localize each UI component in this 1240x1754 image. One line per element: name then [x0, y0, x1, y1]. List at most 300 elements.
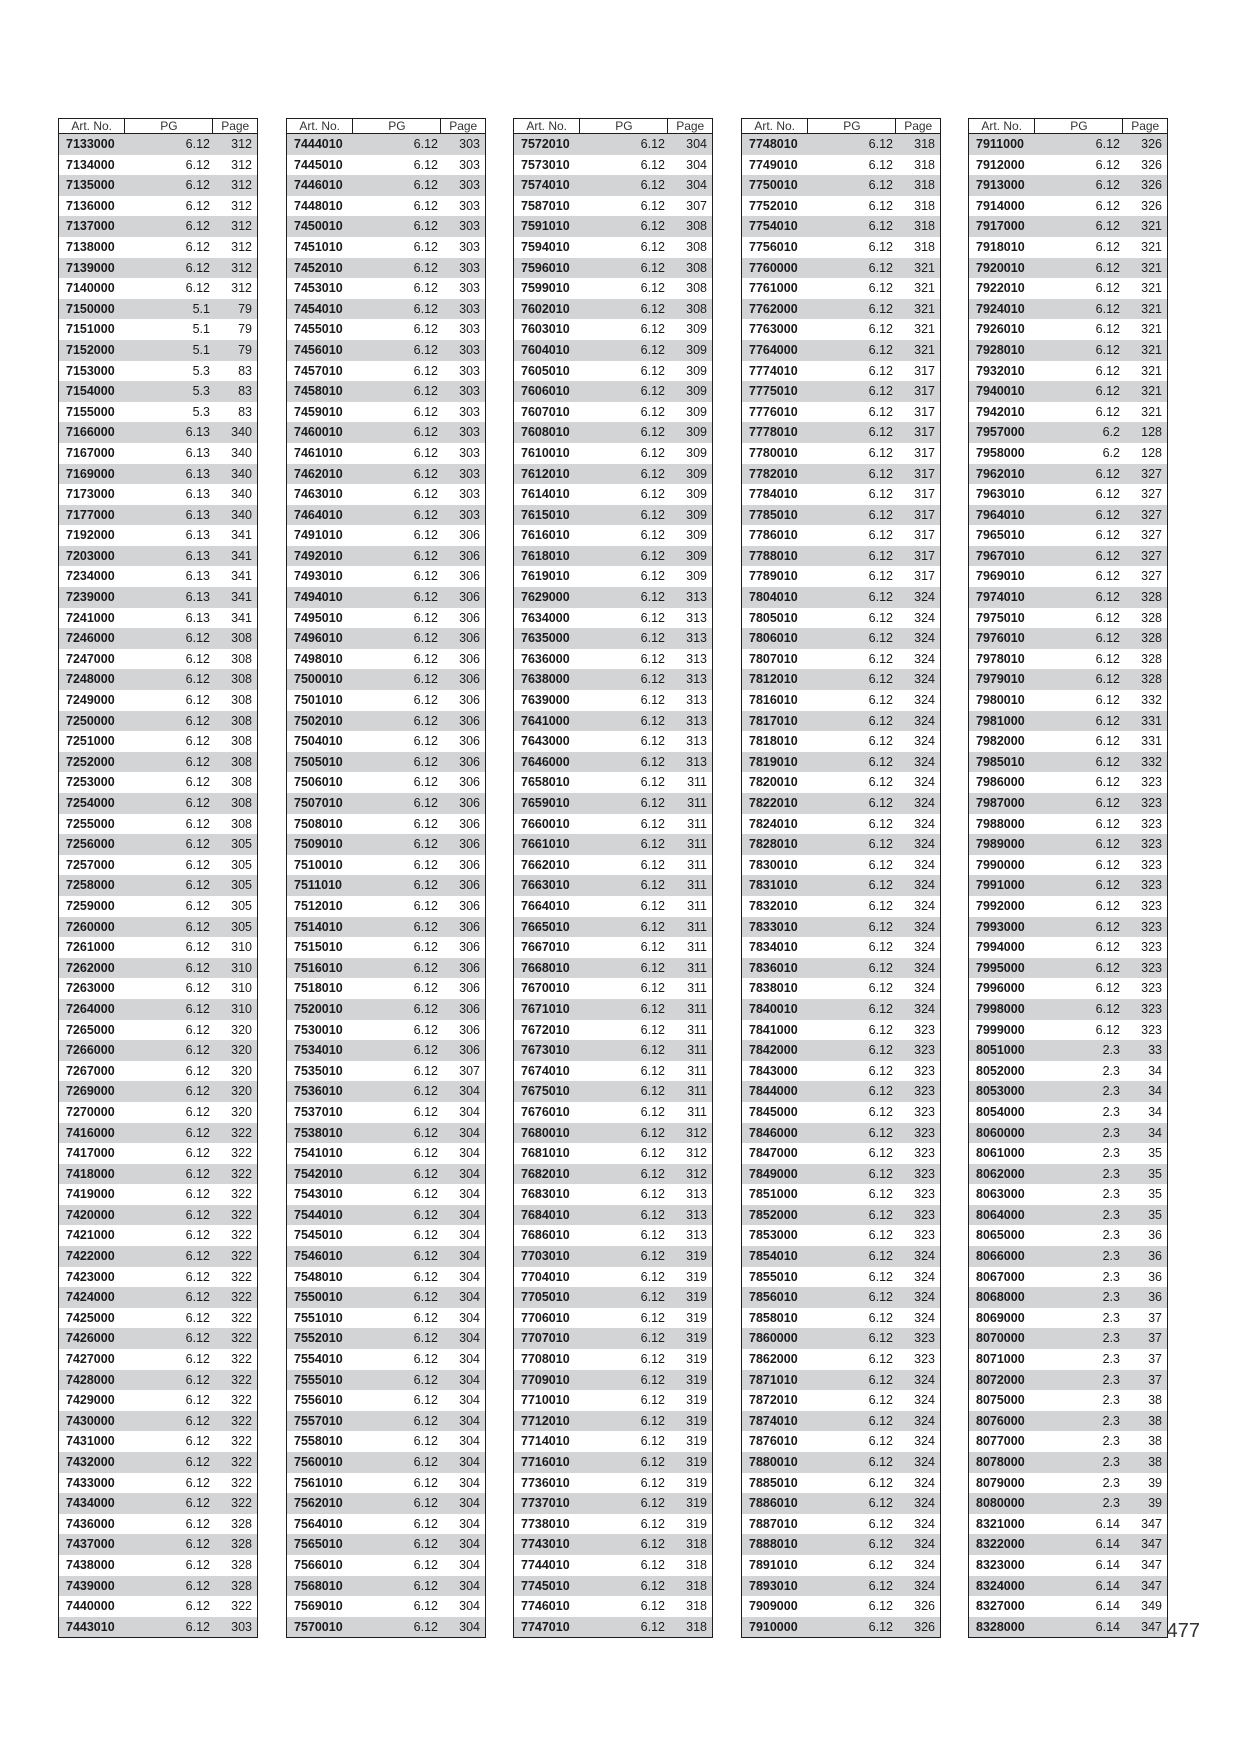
page-cell: 36 — [1148, 1228, 1162, 1243]
page-cell: 322 — [231, 1434, 252, 1449]
page-cell: 324 — [914, 590, 935, 605]
table-row — [287, 1267, 485, 1288]
art-no-cell: 7748010 — [749, 137, 798, 151]
page-cell: 322 — [231, 1187, 252, 1202]
header-art-no: Art. No. — [59, 119, 125, 133]
table-row — [59, 525, 257, 546]
art-no-cell: 7434000 — [66, 1496, 115, 1511]
table-row — [514, 814, 712, 835]
page-cell: 319 — [686, 1434, 707, 1449]
pg-cell: 6.12 — [868, 1557, 893, 1572]
table-row — [742, 216, 940, 237]
pg-cell: 6.12 — [640, 1084, 665, 1099]
table-row — [59, 896, 257, 917]
art-no-cell: 7515010 — [294, 940, 343, 955]
page-cell: 306 — [459, 610, 480, 625]
table-row — [287, 1102, 485, 1123]
table-row — [969, 216, 1167, 237]
table-row — [742, 649, 940, 670]
page-cell: 303 — [459, 281, 480, 296]
page-cell: 328 — [231, 1516, 252, 1531]
table-row — [969, 937, 1167, 958]
pg-cell: 6.12 — [185, 1537, 210, 1552]
page-cell: 319 — [686, 1455, 707, 1469]
table-row — [59, 216, 257, 237]
table-row — [59, 772, 257, 793]
pg-cell: 6.12 — [413, 898, 438, 913]
art-no-cell: 7686010 — [521, 1228, 570, 1243]
art-no-cell: 7985010 — [976, 754, 1025, 769]
page-cell: 347 — [1141, 1516, 1162, 1531]
page-cell: 312 — [686, 1125, 707, 1140]
pg-cell: 6.12 — [1095, 816, 1120, 831]
art-no-cell: 7832010 — [749, 898, 798, 913]
table-row — [514, 1040, 712, 1061]
table-row — [514, 546, 712, 567]
page-cell: 79 — [238, 301, 252, 316]
page-cell: 341 — [231, 590, 252, 605]
page-cell: 321 — [1141, 301, 1162, 316]
pg-cell: 6.12 — [868, 1043, 893, 1058]
page-cell: 304 — [459, 1455, 480, 1469]
page-cell: 310 — [231, 960, 252, 975]
table-row — [969, 1040, 1167, 1061]
table-row — [59, 1123, 257, 1144]
table-row — [969, 752, 1167, 773]
table-row — [742, 258, 940, 279]
table-row — [287, 1061, 485, 1082]
art-no-cell: 7557010 — [294, 1413, 343, 1428]
page-cell: 323 — [914, 1331, 935, 1346]
page-cell: 318 — [686, 1578, 707, 1593]
pg-cell: 6.12 — [185, 1310, 210, 1325]
art-no-cell: 7612010 — [521, 466, 570, 481]
art-no-cell: 7862000 — [749, 1352, 798, 1367]
page-cell: 324 — [914, 1001, 935, 1016]
art-no-cell: 7572010 — [521, 137, 570, 151]
table-row — [514, 1493, 712, 1514]
table-row — [59, 752, 257, 773]
table-row — [742, 1431, 940, 1452]
page-cell: 349 — [1141, 1599, 1162, 1614]
page-cell: 303 — [459, 445, 480, 460]
art-no-cell: 7986000 — [976, 775, 1025, 790]
page-cell: 303 — [459, 322, 480, 337]
page-cell: 305 — [231, 837, 252, 852]
pg-cell: 6.12 — [1095, 919, 1120, 934]
art-no-cell: 7542010 — [294, 1166, 343, 1181]
art-no-cell: 7133000 — [66, 137, 115, 151]
pg-cell: 6.12 — [1095, 507, 1120, 522]
art-no-cell: 7565010 — [294, 1537, 343, 1552]
table-row — [59, 1514, 257, 1535]
page-cell: 303 — [459, 260, 480, 275]
art-no-cell: 8077000 — [976, 1434, 1025, 1449]
page-cell: 328 — [231, 1557, 252, 1572]
header-art-no: Art. No. — [287, 119, 353, 133]
art-no-cell: 7422000 — [66, 1249, 115, 1264]
art-no-cell: 7643000 — [521, 734, 570, 749]
art-no-cell: 7683010 — [521, 1187, 570, 1202]
page-cell: 306 — [459, 816, 480, 831]
pg-cell: 6.12 — [185, 1475, 210, 1490]
table-row — [969, 834, 1167, 855]
pg-cell: 6.12 — [640, 569, 665, 584]
art-no-cell: 7569010 — [294, 1599, 343, 1614]
pg-cell: 6.12 — [413, 1249, 438, 1264]
art-no-cell: 7981000 — [976, 713, 1025, 728]
art-no-cell: 7554010 — [294, 1352, 343, 1367]
page-cell: 322 — [231, 1393, 252, 1408]
art-no-cell: 7543010 — [294, 1187, 343, 1202]
table-row — [59, 834, 257, 855]
pg-cell: 6.12 — [185, 796, 210, 810]
page-cell: 309 — [686, 507, 707, 522]
pg-cell: 6.12 — [640, 1372, 665, 1387]
table-row — [514, 793, 712, 814]
art-no-cell: 7963010 — [976, 487, 1025, 502]
page-cell: 38 — [1148, 1413, 1162, 1428]
table-row — [742, 834, 940, 855]
table-row — [59, 1555, 257, 1576]
pg-cell: 6.12 — [1095, 713, 1120, 728]
page-cell: 327 — [1141, 528, 1162, 543]
pg-cell: 6.12 — [640, 1146, 665, 1161]
table-row — [514, 772, 712, 793]
table-row — [742, 1123, 940, 1144]
index-column-3 — [513, 118, 713, 1638]
page-cell: 323 — [914, 1022, 935, 1037]
table-row — [742, 1308, 940, 1329]
table-row — [287, 1370, 485, 1391]
pg-cell: 6.12 — [185, 1228, 210, 1243]
art-no-cell: 7708010 — [521, 1352, 570, 1367]
art-no-cell: 7838010 — [749, 981, 798, 996]
pg-cell: 6.12 — [1095, 281, 1120, 296]
pg-cell: 6.12 — [185, 1290, 210, 1305]
page-cell: 323 — [914, 1104, 935, 1119]
pg-cell: 6.12 — [413, 178, 438, 193]
pg-cell: 6.12 — [185, 693, 210, 708]
table-row — [59, 978, 257, 999]
art-no-cell: 7418000 — [66, 1166, 115, 1181]
page-cell: 303 — [459, 425, 480, 440]
page-cell: 303 — [459, 404, 480, 419]
table-row — [742, 690, 940, 711]
page-cell: 332 — [1141, 754, 1162, 769]
page-cell: 306 — [459, 528, 480, 543]
table-row — [514, 402, 712, 423]
page-cell: 311 — [687, 960, 707, 975]
table-row — [514, 978, 712, 999]
pg-cell: 6.12 — [868, 384, 893, 399]
pg-cell: 2.3 — [1102, 1372, 1120, 1387]
page-cell: 306 — [459, 631, 480, 646]
art-no-cell: 7257000 — [66, 857, 115, 872]
pg-cell: 6.12 — [413, 281, 438, 296]
table-row — [514, 1143, 712, 1164]
art-no-cell: 7834010 — [749, 940, 798, 955]
art-no-cell: 7965010 — [976, 528, 1025, 543]
art-no-cell: 7253000 — [66, 775, 115, 790]
art-no-cell: 8067000 — [976, 1269, 1025, 1284]
header-pg: PG — [808, 119, 896, 133]
page-cell: 321 — [1141, 260, 1162, 275]
table-row — [742, 1596, 940, 1617]
table-row — [514, 1349, 712, 1370]
art-no-cell: 7976010 — [976, 631, 1025, 646]
pg-cell: 6.13 — [185, 528, 210, 543]
page-cell: 331 — [1141, 713, 1162, 728]
page-cell: 320 — [231, 1104, 252, 1119]
page-cell: 324 — [914, 857, 935, 872]
index-column-1 — [58, 118, 258, 1638]
art-no-cell: 7663010 — [521, 878, 570, 893]
art-no-cell: 7664010 — [521, 898, 570, 913]
table-row — [742, 1514, 940, 1535]
page-cell: 304 — [459, 1434, 480, 1449]
pg-cell: 6.12 — [640, 1228, 665, 1243]
pg-cell: 6.12 — [413, 816, 438, 831]
art-no-cell: 7428000 — [66, 1372, 115, 1387]
pg-cell: 6.14 — [1095, 1619, 1120, 1634]
pg-cell: 6.12 — [413, 198, 438, 213]
page-cell: 304 — [686, 178, 707, 193]
pg-cell: 2.3 — [1102, 1496, 1120, 1511]
art-no-cell: 7658010 — [521, 775, 570, 790]
page-cell: 311 — [687, 1104, 707, 1119]
table-row — [287, 134, 485, 155]
table-row — [514, 690, 712, 711]
pg-cell: 6.12 — [1095, 796, 1120, 810]
pg-cell: 5.3 — [192, 384, 210, 399]
art-no-cell: 7752010 — [749, 198, 798, 213]
art-no-cell: 7493010 — [294, 569, 343, 584]
page-cell: 128 — [1141, 425, 1162, 440]
art-no-cell: 7424000 — [66, 1290, 115, 1305]
column-header — [514, 119, 712, 134]
pg-cell: 6.12 — [413, 693, 438, 708]
pg-cell: 6.12 — [868, 1146, 893, 1161]
table-row — [59, 464, 257, 485]
art-no-cell: 7444010 — [294, 137, 343, 151]
pg-cell: 6.12 — [1095, 487, 1120, 502]
pg-cell: 6.12 — [185, 775, 210, 790]
page-cell: 326 — [1141, 157, 1162, 172]
table-row — [59, 1390, 257, 1411]
page-cell: 324 — [914, 816, 935, 831]
table-row — [969, 1143, 1167, 1164]
page-cell: 304 — [686, 137, 707, 151]
header-pg: PG — [1035, 119, 1123, 133]
page-cell: 324 — [914, 898, 935, 913]
pg-cell: 6.12 — [413, 219, 438, 234]
table-row — [514, 917, 712, 938]
table-row — [514, 155, 712, 176]
page-cell: 304 — [459, 1599, 480, 1614]
art-no-cell: 7494010 — [294, 590, 343, 605]
pg-cell: 6.13 — [185, 507, 210, 522]
page-cell: 327 — [1141, 569, 1162, 584]
pg-cell: 2.3 — [1102, 1331, 1120, 1346]
table-row — [287, 402, 485, 423]
table-row — [287, 1225, 485, 1246]
pg-cell: 6.12 — [1095, 178, 1120, 193]
table-row — [969, 402, 1167, 423]
pg-cell: 6.12 — [413, 528, 438, 543]
pg-cell: 6.12 — [1095, 898, 1120, 913]
table-row — [514, 834, 712, 855]
pg-cell: 6.14 — [1095, 1557, 1120, 1572]
pg-cell: 6.12 — [868, 1269, 893, 1284]
pg-cell: 6.12 — [185, 981, 210, 996]
pg-cell: 6.12 — [868, 178, 893, 193]
art-no-cell: 7509010 — [294, 837, 343, 852]
art-no-cell: 7672010 — [521, 1022, 570, 1037]
page-cell: 347 — [1141, 1619, 1162, 1634]
art-no-cell: 7256000 — [66, 837, 115, 852]
pg-cell: 6.12 — [185, 1619, 210, 1634]
art-no-cell: 7786010 — [749, 528, 798, 543]
pg-cell: 6.12 — [413, 651, 438, 666]
art-no-cell: 7673010 — [521, 1043, 570, 1058]
table-row — [969, 1308, 1167, 1329]
pg-cell: 6.12 — [1095, 981, 1120, 996]
page-cell: 310 — [231, 1001, 252, 1016]
pg-cell: 6.12 — [185, 198, 210, 213]
pg-cell: 6.12 — [868, 363, 893, 378]
page-cell: 306 — [459, 569, 480, 584]
page-cell: 309 — [686, 384, 707, 399]
page-cell: 317 — [914, 487, 935, 502]
page-cell: 321 — [914, 342, 935, 357]
table-row — [59, 1164, 257, 1185]
pg-cell: 6.12 — [640, 1022, 665, 1037]
page-cell: 323 — [914, 1187, 935, 1202]
art-no-cell: 7462010 — [294, 466, 343, 481]
pg-cell: 6.12 — [185, 651, 210, 666]
pg-cell: 6.12 — [1095, 1001, 1120, 1016]
art-no-cell: 7913000 — [976, 178, 1025, 193]
table-row — [514, 566, 712, 587]
art-no-cell: 7969010 — [976, 569, 1025, 584]
art-no-cell: 7440000 — [66, 1599, 115, 1614]
art-no-cell: 7450010 — [294, 219, 343, 234]
art-no-cell: 8065000 — [976, 1228, 1025, 1243]
page-cell: 323 — [914, 1043, 935, 1058]
art-no-cell: 7888010 — [749, 1537, 798, 1552]
table-row — [969, 958, 1167, 979]
table-row — [514, 1246, 712, 1267]
pg-cell: 6.12 — [413, 384, 438, 399]
art-no-cell: 7853000 — [749, 1228, 798, 1243]
page-cell: 311 — [687, 898, 707, 913]
page-cell: 304 — [686, 157, 707, 172]
art-no-cell: 7830010 — [749, 857, 798, 872]
art-no-cell: 7574010 — [521, 178, 570, 193]
table-row — [514, 752, 712, 773]
pg-cell: 6.12 — [640, 260, 665, 275]
art-no-cell: 7918010 — [976, 239, 1025, 254]
table-row — [742, 669, 940, 690]
art-no-cell: 7596010 — [521, 260, 570, 275]
pg-cell: 6.12 — [640, 1166, 665, 1181]
art-no-cell: 7636000 — [521, 651, 570, 666]
art-no-cell: 7420000 — [66, 1207, 115, 1222]
page-cell: 311 — [687, 775, 707, 790]
art-no-cell: 7602010 — [521, 301, 570, 316]
pg-cell: 6.12 — [868, 487, 893, 502]
page-cell: 317 — [914, 548, 935, 563]
table-row — [287, 1493, 485, 1514]
art-no-cell: 7416000 — [66, 1125, 115, 1140]
table-row — [969, 875, 1167, 896]
pg-cell: 5.1 — [192, 342, 210, 357]
pg-cell: 6.12 — [868, 569, 893, 584]
header-art-no: Art. No. — [514, 119, 580, 133]
table-row — [59, 1143, 257, 1164]
table-row — [59, 1617, 257, 1638]
pg-cell: 6.13 — [185, 590, 210, 605]
table-row — [969, 422, 1167, 443]
art-no-cell: 7550010 — [294, 1290, 343, 1305]
page-cell: 321 — [1141, 384, 1162, 399]
pg-cell: 6.12 — [640, 816, 665, 831]
art-no-cell: 7269000 — [66, 1084, 115, 1099]
art-no-cell: 7234000 — [66, 569, 115, 584]
page-cell: 309 — [686, 487, 707, 502]
pg-cell: 6.12 — [413, 363, 438, 378]
table-row — [59, 175, 257, 196]
art-no-cell: 7619010 — [521, 569, 570, 584]
art-no-cell: 7558010 — [294, 1434, 343, 1449]
pg-cell: 6.12 — [868, 898, 893, 913]
page-cell: 324 — [914, 1372, 935, 1387]
pg-cell: 6.13 — [185, 445, 210, 460]
page-cell: 347 — [1141, 1537, 1162, 1552]
pg-cell: 6.2 — [1102, 425, 1120, 440]
table-row — [742, 896, 940, 917]
art-no-cell: 7516010 — [294, 960, 343, 975]
art-no-cell: 7660010 — [521, 816, 570, 831]
art-no-cell: 7763000 — [749, 322, 798, 337]
art-no-cell: 7248000 — [66, 672, 115, 687]
art-no-cell: 7564010 — [294, 1516, 343, 1531]
page-cell: 37 — [1148, 1331, 1162, 1346]
art-no-cell: 7492010 — [294, 548, 343, 563]
table-row — [742, 361, 940, 382]
page-cell: 319 — [686, 1269, 707, 1284]
art-no-cell: 7150000 — [66, 301, 115, 316]
art-no-cell: 7599010 — [521, 281, 570, 296]
pg-cell: 6.12 — [413, 1516, 438, 1531]
art-no-cell: 7423000 — [66, 1269, 115, 1284]
art-no-cell: 7775010 — [749, 384, 798, 399]
table-row — [59, 402, 257, 423]
table-row — [287, 1514, 485, 1535]
pg-cell: 6.12 — [413, 1557, 438, 1572]
table-row — [742, 196, 940, 217]
pg-cell: 6.12 — [413, 342, 438, 357]
page-cell: 317 — [914, 466, 935, 481]
pg-cell: 6.12 — [640, 1475, 665, 1490]
pg-cell: 6.12 — [868, 1249, 893, 1264]
page-cell: 311 — [687, 816, 707, 831]
page-cell: 34 — [1148, 1063, 1162, 1078]
page-cell: 311 — [687, 981, 707, 996]
page-cell: 39 — [1148, 1475, 1162, 1490]
page-cell: 304 — [459, 1269, 480, 1284]
